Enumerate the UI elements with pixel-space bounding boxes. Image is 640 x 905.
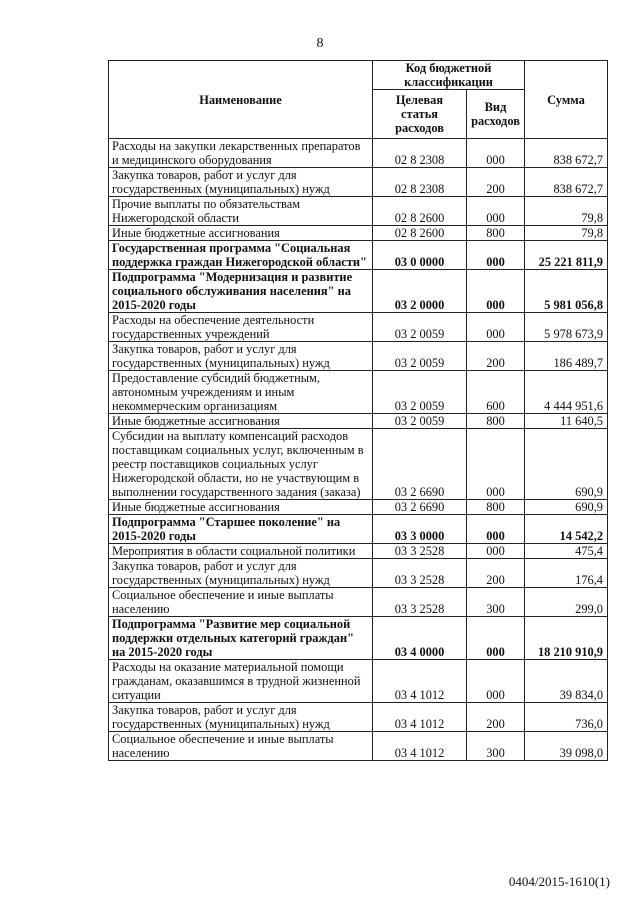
- row-expense-type-cell: 000: [467, 139, 525, 168]
- row-name-cell: Мероприятия в области социальной политики: [109, 544, 373, 559]
- table-row: [109, 168, 608, 197]
- row-name-cell: Иные бюджетные ассигнования: [109, 414, 373, 429]
- row-name-cell: Закупка товаров, работ и услуг для государственных (муниципальных) нужд: [109, 559, 373, 588]
- row-name-cell: Расходы на оказание материальной помощи гражданам, оказавшимся в трудной жизненной ситуации: [109, 660, 373, 703]
- row-target-item-cell: 03 2 0059: [373, 313, 467, 342]
- row-expense-type-cell: 200: [467, 168, 525, 197]
- row-expense-type-cell: 200: [467, 342, 525, 371]
- row-name-cell: Закупка товаров, работ и услуг для государственных (муниципальных) нужд: [109, 342, 373, 371]
- row-target-item-cell: 03 2 6690: [373, 500, 467, 515]
- table-row: [109, 270, 608, 313]
- table-row: [109, 500, 608, 515]
- row-name-cell: Расходы на обеспечение деятельности государственных учреждений: [109, 313, 373, 342]
- row-sum-cell: 14 542,2: [525, 515, 608, 544]
- row-name-cell: Социальное обеспечение и иные выплаты населению: [109, 732, 373, 761]
- row-name-cell: Субсидии на выплату компенсаций расходов поставщикам социальных услуг, включенным в реестр поставщиков социальных услуг Нижегородской области, но не участвующим в выполнении государственного задания (заказа): [109, 429, 373, 500]
- row-name-cell: Подпрограмма "Развитие мер социальной поддержки отдельных категорий граждан" на 2015-2020 годы: [109, 617, 373, 660]
- row-target-item-cell: 03 4 1012: [373, 732, 467, 761]
- row-expense-type-cell: 000: [467, 241, 525, 270]
- row-sum-cell: 79,8: [525, 197, 608, 226]
- row-expense-type-cell: 300: [467, 732, 525, 761]
- row-target-item-cell: 03 2 0059: [373, 414, 467, 429]
- row-name-cell: Прочие выплаты по обязательствам Нижегородской области: [109, 197, 373, 226]
- row-target-item-cell: 03 4 1012: [373, 703, 467, 732]
- row-name-cell: Иные бюджетные ассигнования: [109, 500, 373, 515]
- row-expense-type-cell: 800: [467, 500, 525, 515]
- table-row: [109, 226, 608, 241]
- table-row: [109, 371, 608, 414]
- row-name-cell: Социальное обеспечение и иные выплаты населению: [109, 588, 373, 617]
- table-row: [109, 429, 608, 500]
- row-sum-cell: 475,4: [525, 544, 608, 559]
- table-row: [109, 588, 608, 617]
- table-row: [109, 732, 608, 761]
- budget-table: [108, 60, 608, 761]
- table-row: [109, 617, 608, 660]
- row-sum-cell: 5 981 056,8: [525, 270, 608, 313]
- table-row: [109, 313, 608, 342]
- page-number: 8: [316, 36, 324, 51]
- row-expense-type-cell: 800: [467, 414, 525, 429]
- row-target-item-cell: 03 4 0000: [373, 617, 467, 660]
- table-row: [109, 559, 608, 588]
- row-sum-cell: 5 978 673,9: [525, 313, 608, 342]
- row-expense-type-cell: 000: [467, 544, 525, 559]
- table-row: [109, 544, 608, 559]
- row-expense-type-cell: 000: [467, 197, 525, 226]
- table-body: [109, 139, 608, 761]
- row-sum-cell: 186 489,7: [525, 342, 608, 371]
- row-sum-cell: 690,9: [525, 429, 608, 500]
- row-target-item-cell: 03 2 0000: [373, 270, 467, 313]
- row-target-item-cell: 03 0 0000: [373, 241, 467, 270]
- row-target-item-cell: 03 2 6690: [373, 429, 467, 500]
- row-expense-type-cell: 600: [467, 371, 525, 414]
- header-code-group: Код бюджетной классификации: [373, 61, 525, 90]
- row-expense-type-cell: 800: [467, 226, 525, 241]
- row-target-item-cell: 03 3 0000: [373, 515, 467, 544]
- row-expense-type-cell: 200: [467, 703, 525, 732]
- document-id: 0404/2015-1610(1): [508, 874, 610, 889]
- table-row: [109, 241, 608, 270]
- table-row: [109, 515, 608, 544]
- row-sum-cell: 11 640,5: [525, 414, 608, 429]
- row-sum-cell: 736,0: [525, 703, 608, 732]
- table-row: [109, 414, 608, 429]
- row-target-item-cell: 03 2 0059: [373, 342, 467, 371]
- header-expense-type: Вид расходов: [467, 90, 525, 139]
- row-target-item-cell: 03 3 2528: [373, 544, 467, 559]
- row-expense-type-cell: 300: [467, 588, 525, 617]
- table-row: [109, 139, 608, 168]
- header-target-item: Целевая статья расходов: [373, 90, 467, 139]
- row-name-cell: Закупка товаров, работ и услуг для государственных (муниципальных) нужд: [109, 703, 373, 732]
- row-target-item-cell: 03 3 2528: [373, 559, 467, 588]
- row-sum-cell: 18 210 910,9: [525, 617, 608, 660]
- row-sum-cell: 4 444 951,6: [525, 371, 608, 414]
- row-sum-cell: 39 834,0: [525, 660, 608, 703]
- row-sum-cell: 79,8: [525, 226, 608, 241]
- row-expense-type-cell: 000: [467, 429, 525, 500]
- row-expense-type-cell: 000: [467, 313, 525, 342]
- row-target-item-cell: 03 2 0059: [373, 371, 467, 414]
- row-sum-cell: 39 098,0: [525, 732, 608, 761]
- row-name-cell: Подпрограмма "Старшее поколение" на 2015-2020 годы: [109, 515, 373, 544]
- row-sum-cell: 299,0: [525, 588, 608, 617]
- row-sum-cell: 838 672,7: [525, 139, 608, 168]
- row-expense-type-cell: 000: [467, 660, 525, 703]
- row-expense-type-cell: 000: [467, 270, 525, 313]
- row-sum-cell: 690,9: [525, 500, 608, 515]
- row-expense-type-cell: 200: [467, 559, 525, 588]
- row-target-item-cell: 02 8 2308: [373, 168, 467, 197]
- row-expense-type-cell: 000: [467, 515, 525, 544]
- row-name-cell: Закупка товаров, работ и услуг для государственных (муниципальных) нужд: [109, 168, 373, 197]
- row-sum-cell: 838 672,7: [525, 168, 608, 197]
- table-row: [109, 703, 608, 732]
- row-target-item-cell: 02 8 2600: [373, 197, 467, 226]
- row-name-cell: Подпрограмма "Модернизация и развитие социального обслуживания населения" на 2015-2020 годы: [109, 270, 373, 313]
- row-sum-cell: 176,4: [525, 559, 608, 588]
- row-sum-cell: 25 221 811,9: [525, 241, 608, 270]
- row-expense-type-cell: 000: [467, 617, 525, 660]
- table-row: [109, 660, 608, 703]
- row-name-cell: Иные бюджетные ассигнования: [109, 226, 373, 241]
- row-name-cell: Предоставление субсидий бюджетным, автономным учреждениям и иным некоммерческим организациям: [109, 371, 373, 414]
- row-target-item-cell: 02 8 2600: [373, 226, 467, 241]
- header-name: Наименование: [109, 61, 373, 139]
- row-name-cell: Расходы на закупки лекарственных препаратов и медицинского оборудования: [109, 139, 373, 168]
- row-target-item-cell: 02 8 2308: [373, 139, 467, 168]
- table-row: [109, 197, 608, 226]
- row-name-cell: Государственная программа "Социальная поддержка граждан Нижегородской области": [109, 241, 373, 270]
- row-target-item-cell: 03 4 1012: [373, 660, 467, 703]
- row-target-item-cell: 03 3 2528: [373, 588, 467, 617]
- header-sum: Сумма: [525, 61, 608, 139]
- table-row: [109, 342, 608, 371]
